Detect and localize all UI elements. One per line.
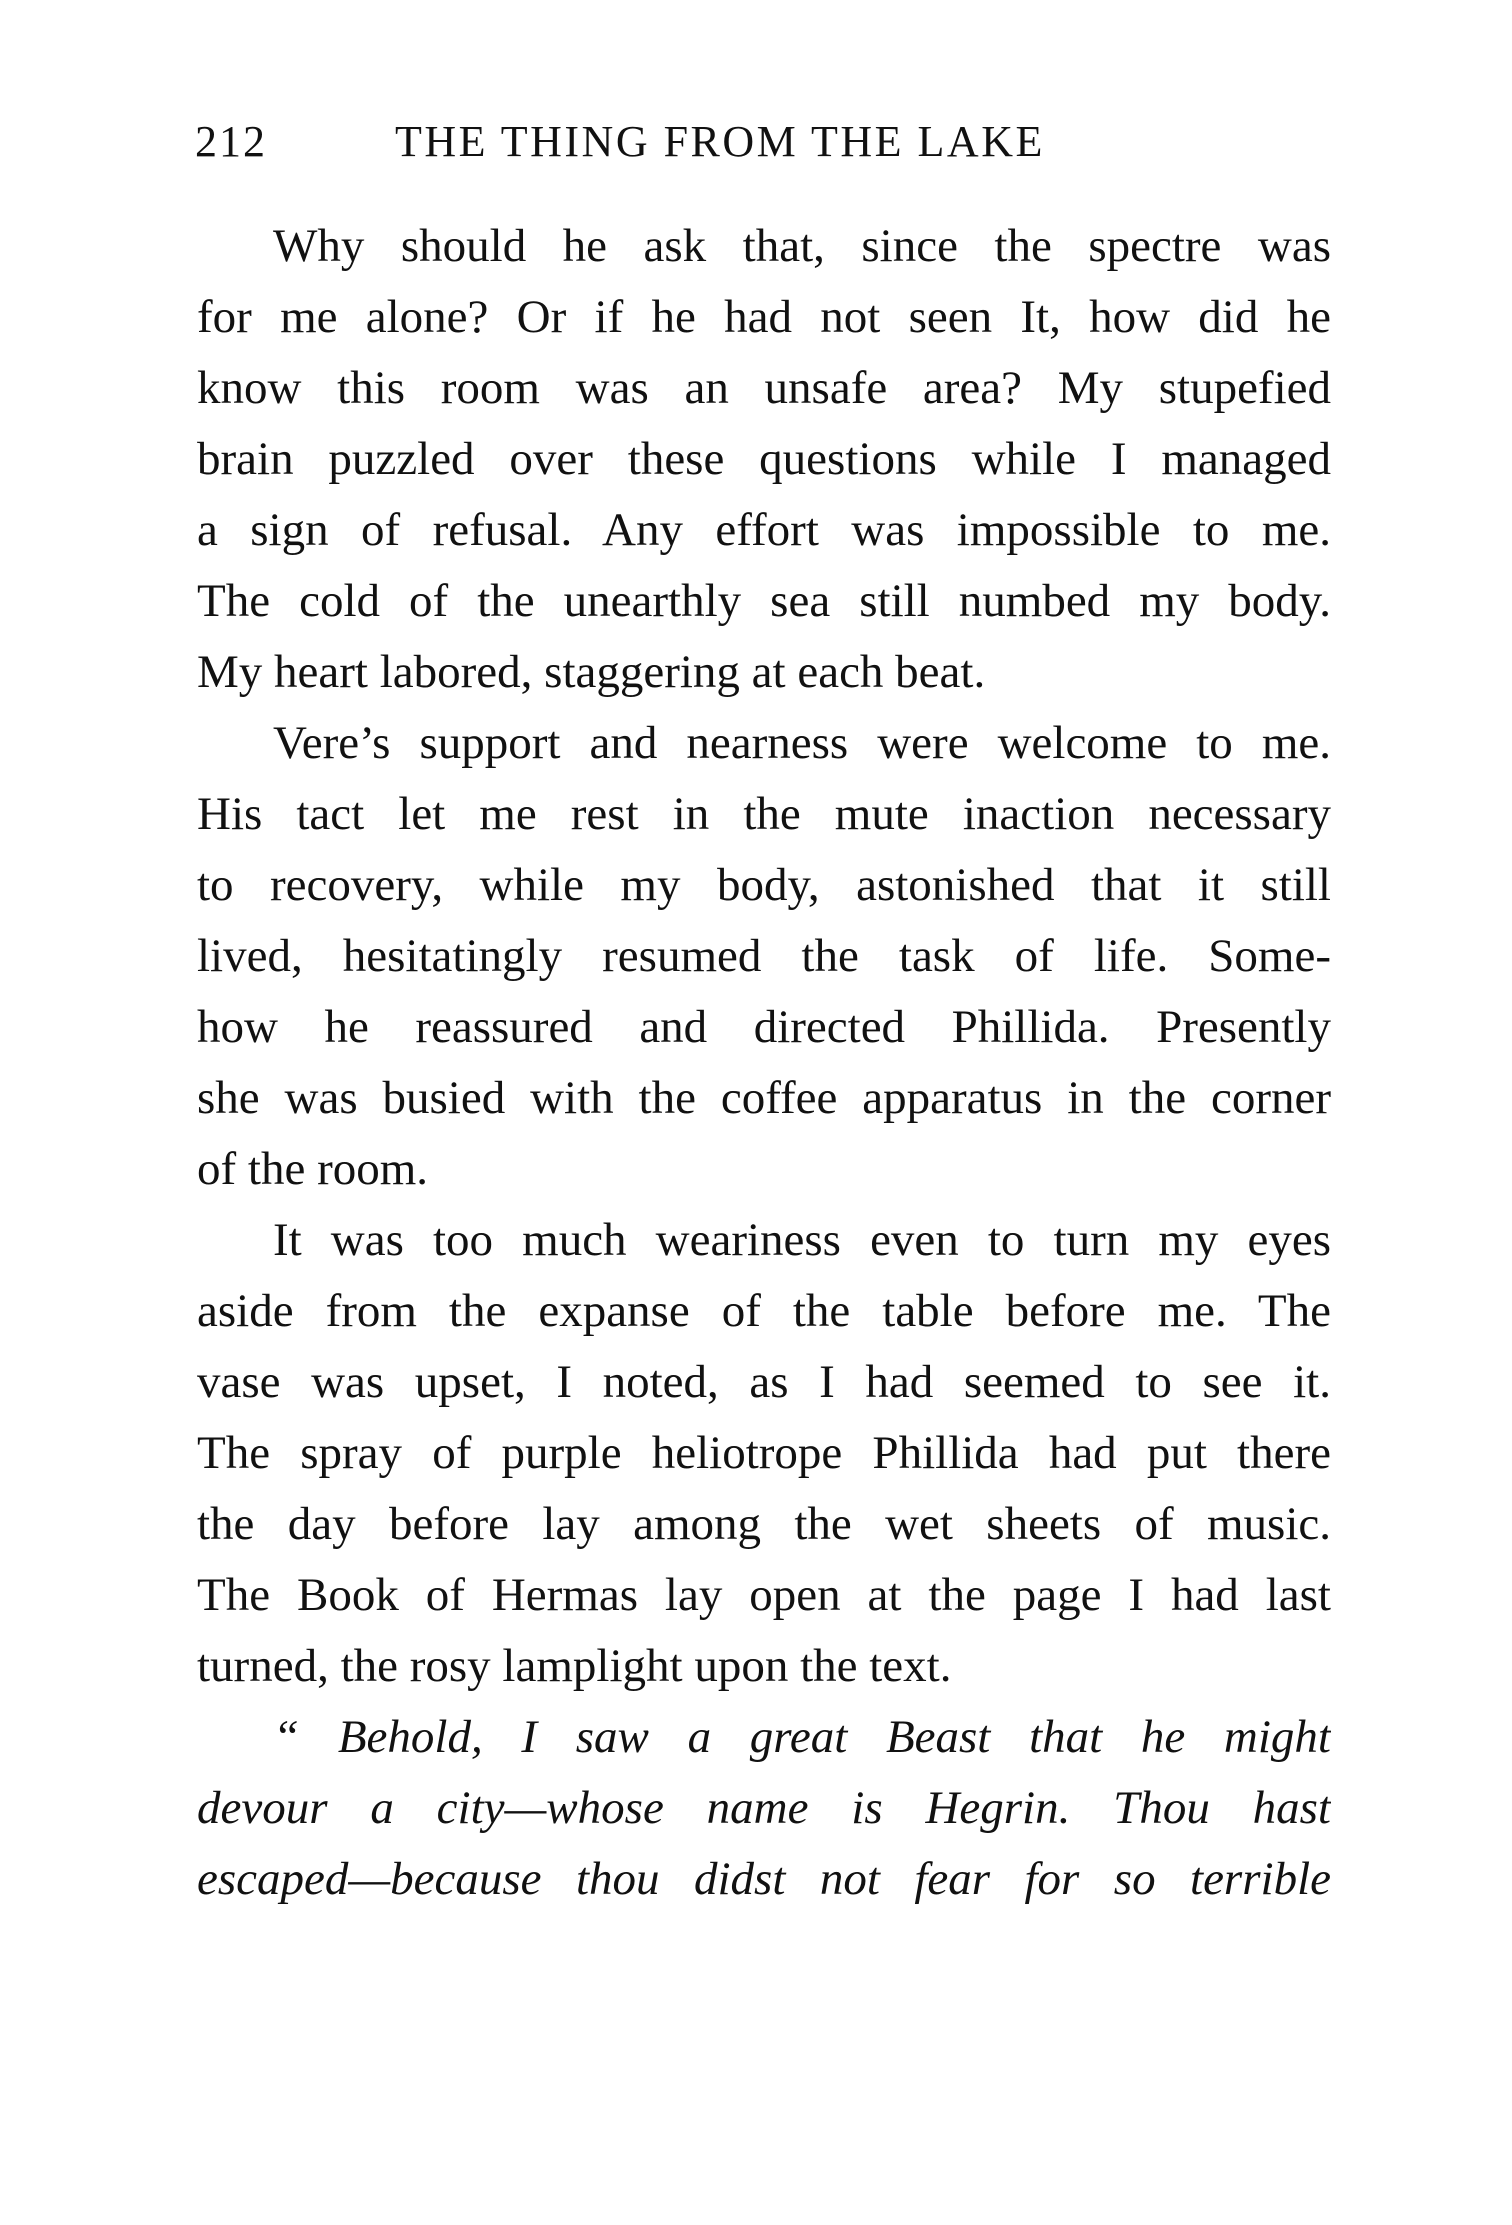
body-text [197, 211, 1331, 1915]
text-line: she was busied with the coffee apparatus in the corner [197, 1072, 1331, 1124]
page-number: 212 [195, 117, 267, 166]
text-line: The spray of purple heliotrope Phillida had put there [197, 1427, 1331, 1479]
text-line: the day before lay among the wet sheets of music. [197, 1498, 1331, 1550]
text-line: a sign of refusal. Any effort was impossible to me. [197, 504, 1331, 556]
text-line: It was too much weariness even to turn my eyes [273, 1214, 1331, 1266]
text-line: My heart labored, staggering at each beat. [197, 646, 986, 698]
text-line: The cold of the unearthly sea still numbed my body. [197, 575, 1331, 627]
text-line: devour a city—whose name is Hegrin. Thou hast [197, 1782, 1331, 1834]
text-line: His tact let me rest in the mute inaction necessary [197, 788, 1331, 840]
text-line: “ Behold, I saw a great Beast that he might [273, 1711, 1331, 1763]
running-title: THE THING FROM THE LAKE [395, 117, 1045, 166]
text-line: vase was upset, I noted, as I had seemed to see it. [197, 1356, 1331, 1408]
text-line: Vere’s support and nearness were welcome to me. [273, 717, 1331, 769]
text-line: Why should he ask that, since the spectre was [273, 220, 1331, 272]
text-line: how he reassured and directed Phillida. Presently [197, 1001, 1331, 1053]
text-line: of the room. [197, 1143, 429, 1195]
text-line: to recovery, while my body, astonished that it still [197, 859, 1331, 911]
text-line: The Book of Hermas lay open at the page I had last [197, 1569, 1331, 1621]
running-header [195, 112, 1335, 172]
text-line: brain puzzled over these questions while I managed [197, 433, 1331, 485]
text-line: escaped—because thou didst not fear for so terrible [197, 1853, 1331, 1905]
text-line: lived, hesitatingly resumed the task of life. Some- [197, 930, 1331, 982]
text-line: for me alone? Or if he had not seen It, how did he [197, 291, 1331, 343]
text-line: turned, the rosy lamplight upon the text. [197, 1640, 952, 1692]
text-line: aside from the expanse of the table before me. The [197, 1285, 1331, 1337]
text-line: know this room was an unsafe area? My stupefied [197, 362, 1331, 414]
